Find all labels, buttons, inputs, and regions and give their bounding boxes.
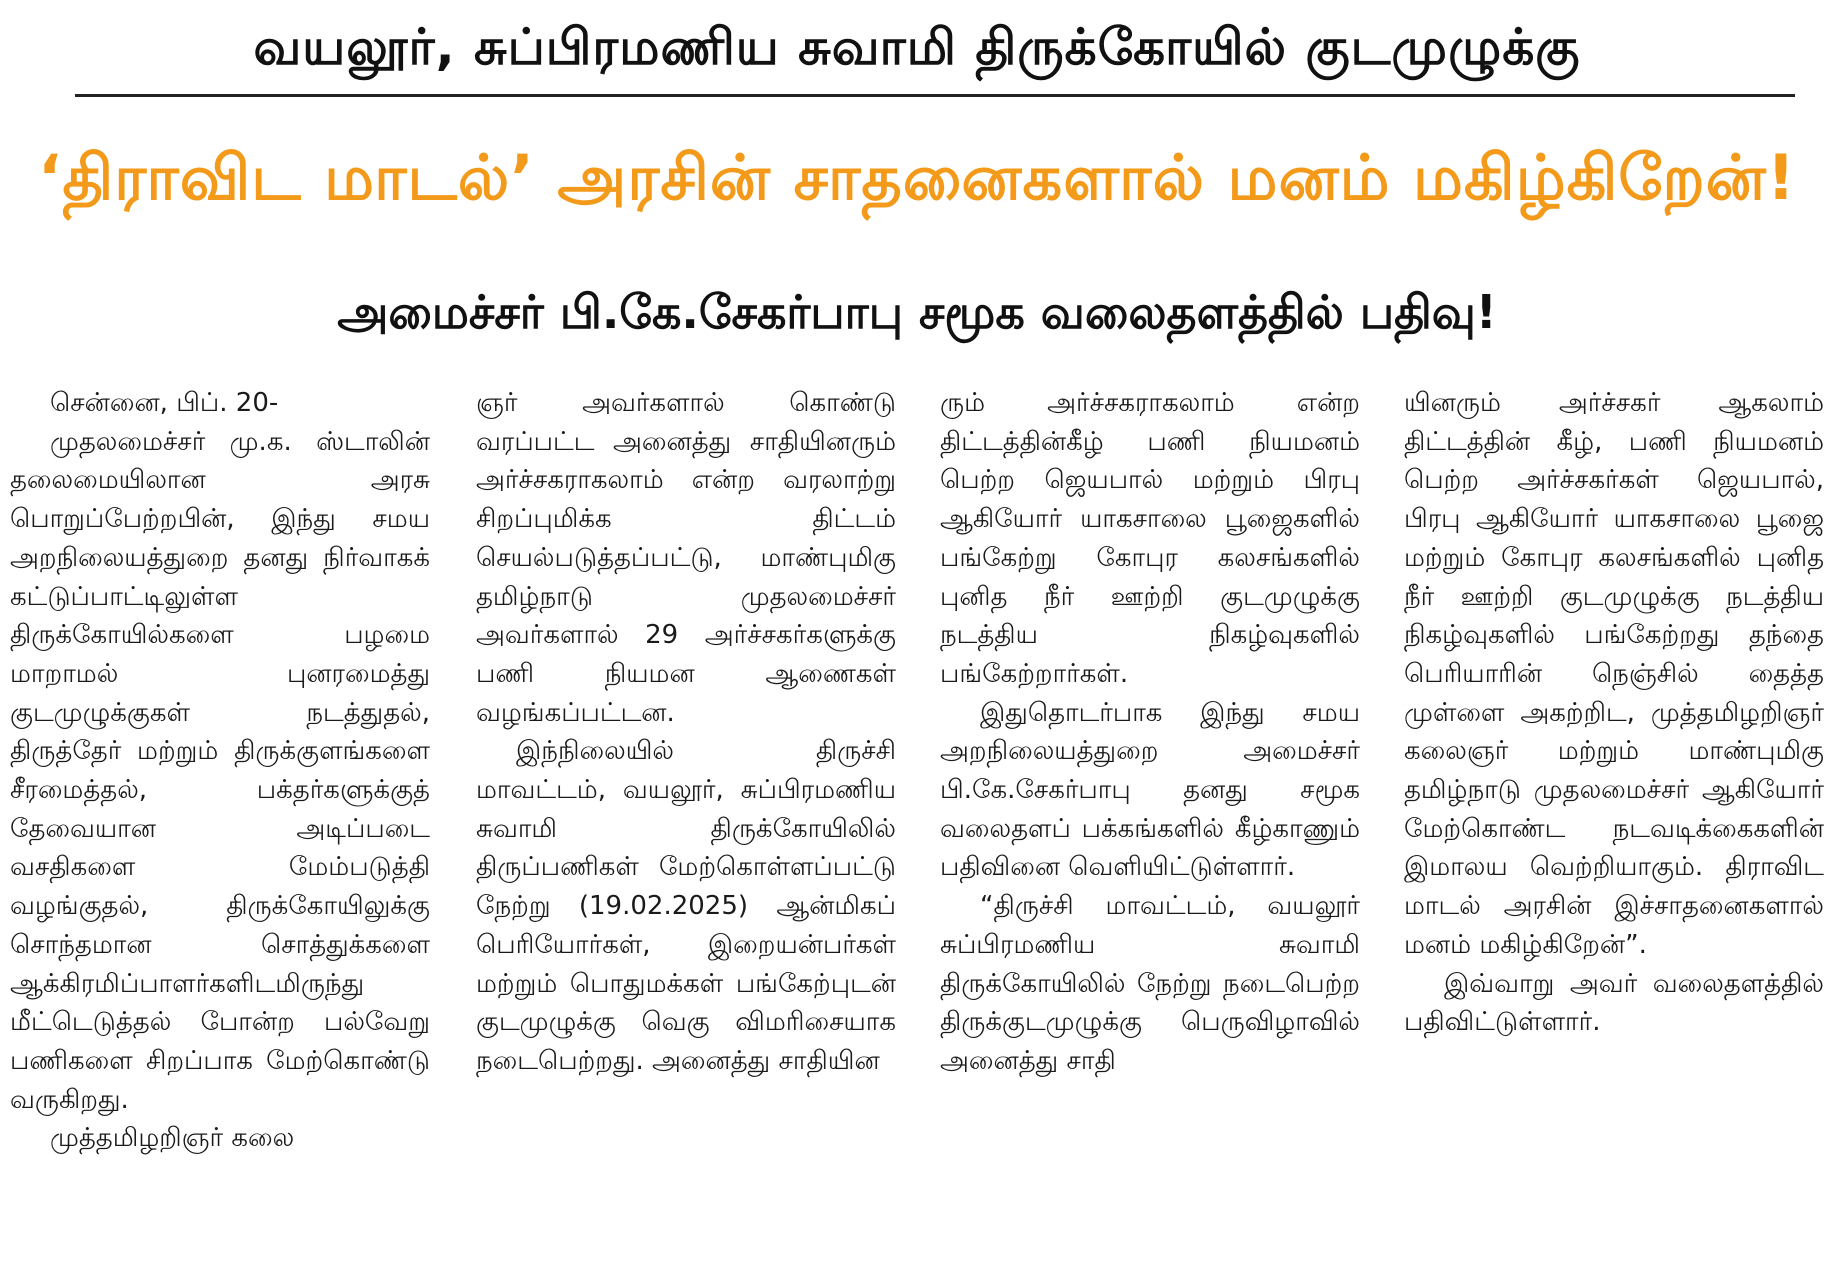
column-4-paragraph-1: யினரும் அர்ச்சகர் ஆகலாம் திட்டத்தின் கீழ், பணி நியமனம் பெற்ற அர்ச்சகர்கள் ஜெயபால், பிரபு ஆகியோர் யாகசாலை பூஜை மற்றும் கோபுர கலசங்களில் புனித நீர் ஊற்றி குடமுழுக்கு நடத்திய நிகழ்வுகளில் பங்கேற்றது தந்தை பெரியாரின் நெஞ்சில் தைத்த முள்ளை அகற்றிட, முத்தமிழறிஞர் கலைஞர் மற்றும் மாண்புமிகு தமிழ்நாடு முதலமைச்சர் ஆகியோர் மேற்கொண்ட நடவடிக்கைகளின் இமாலய வெற்றியாகும். திராவிட மாடல் அரசின் இச்சாதனைகளால் மனம் மகிழ்கிறேன்”. <box>1404 388 1824 960</box>
headline-rule <box>75 94 1795 97</box>
article-column-3 <box>940 384 1360 1264</box>
main-headline: ‘திராவிட மாடல்’ அரசின் சாதனைகளால் மனம் மகிழ்கிறேன்! <box>37 141 1797 214</box>
column-4-paragraph-2: இவ்வாறு அவர் வலைதளத்தில் பதிவிட்டுள்ளார். <box>1404 968 1824 1038</box>
column-1-paragraph-1: முதலமைச்சர் மு.க. ஸ்டாலின் தலைமையிலான அரசு பொறுப்பேற்றபின், இந்து சமய அறநிலையத்துறை தனது நிர்வாகக் கட்டுப்பாட்டிலுள்ள திருக்கோயில்களை பழமை மாறாமல் புனரமைத்து குடமுழுக்குகள் நடத்துதல், திருத்தேர் மற்றும் திருக்குளங்களை சீரமைத்தல், பக்தர்களுக்குத் தேவையான அடிப்படை வசதிகளை மேம்படுத்தி வழங்குதல், திருக்கோயிலுக்கு சொந்தமான சொத்துக்களை ஆக்கிரமிப்பாளர்களிடமிருந்து மீட்டெடுத்தல் போன்ற பல்வேறு பணிகளை சிறப்பாக மேற்கொண்டு வருகிறது. <box>10 426 430 1115</box>
dateline: சென்னை, பிப். 20- <box>50 388 279 418</box>
column-3-paragraph-1: ரும் அர்ச்சகராகலாம் என்ற திட்டத்தின்கீழ் பணி நியமனம் பெற்ற ஜெயபால் மற்றும் பிரபு ஆகியோர் யாகசாலை பூஜைகளில் பங்கேற்று கோபுர கலசங்களில் புனித நீர் ஊற்றி குடமுழுக்கு நடத்திய நிகழ்வுகளில் பங்கேற்றார்கள். <box>940 388 1360 689</box>
kicker-headline: வயலூர், சுப்பிரமணிய சுவாமி திருக்கோயில் குடமுழுக்கு <box>253 17 1581 76</box>
article-column-1 <box>10 384 430 1264</box>
column-2-paragraph-1: ஞர் அவர்களால் கொண்டு வரப்பட்ட அனைத்து சாதியினரும் அர்ச்சகராகலாம் என்ற வரலாற்று சிறப்புமிக்க திட்டம் செயல்படுத்தப்பட்டு, மாண்புமிகு தமிழ்நாடு முதலமைச்சர் அவர்களால் 29 அர்ச்சகர்களுக்கு பணி நியமன ஆணைகள் வழங்கப்பட்டன. <box>476 388 896 728</box>
sub-headline: அமைச்சர் பி.கே.சேகர்பாபு சமூக வலைதளத்தில் பதிவு! <box>337 284 1497 339</box>
column-2-paragraph-2: இந்நிலையில் திருச்சி மாவட்டம், வயலூர், சுப்பிரமணிய சுவாமி திருக்கோயிலில் திருப்பணிகள் மேற்கொள்ளப்பட்டு நேற்று (19.02.2025) ஆன்மிகப் பெரியோர்கள், இறையன்பர்கள் மற்றும் பொதுமக்கள் பங்கேற்புடன் குடமுழுக்கு வெகு விமரிசையாக நடைபெற்றது. அனைத்து சாதியின <box>476 736 896 1076</box>
column-3-paragraph-2: இதுதொடர்பாக இந்து சமய அறநிலையத்துறை அமைச்சர் பி.கே.சேகர்பாபு தனது சமூக வலைதளப் பக்கங்களில் கீழ்காணும் பதிவினை வெளியிட்டுள்ளார். <box>940 697 1360 883</box>
column-1-paragraph-2: முத்தமிழறிஞர் கலை <box>50 1123 295 1154</box>
column-3-paragraph-3: “திருச்சி மாவட்டம், வயலூர் சுப்பிரமணிய சுவாமி திருக்கோயிலில் நேற்று நடைபெற்ற திருக்குடமுழுக்கு பெருவிழாவில் அனைத்து சாதி <box>940 891 1360 1076</box>
article-column-4 <box>1404 384 1824 1264</box>
article-column-2 <box>476 384 896 1264</box>
